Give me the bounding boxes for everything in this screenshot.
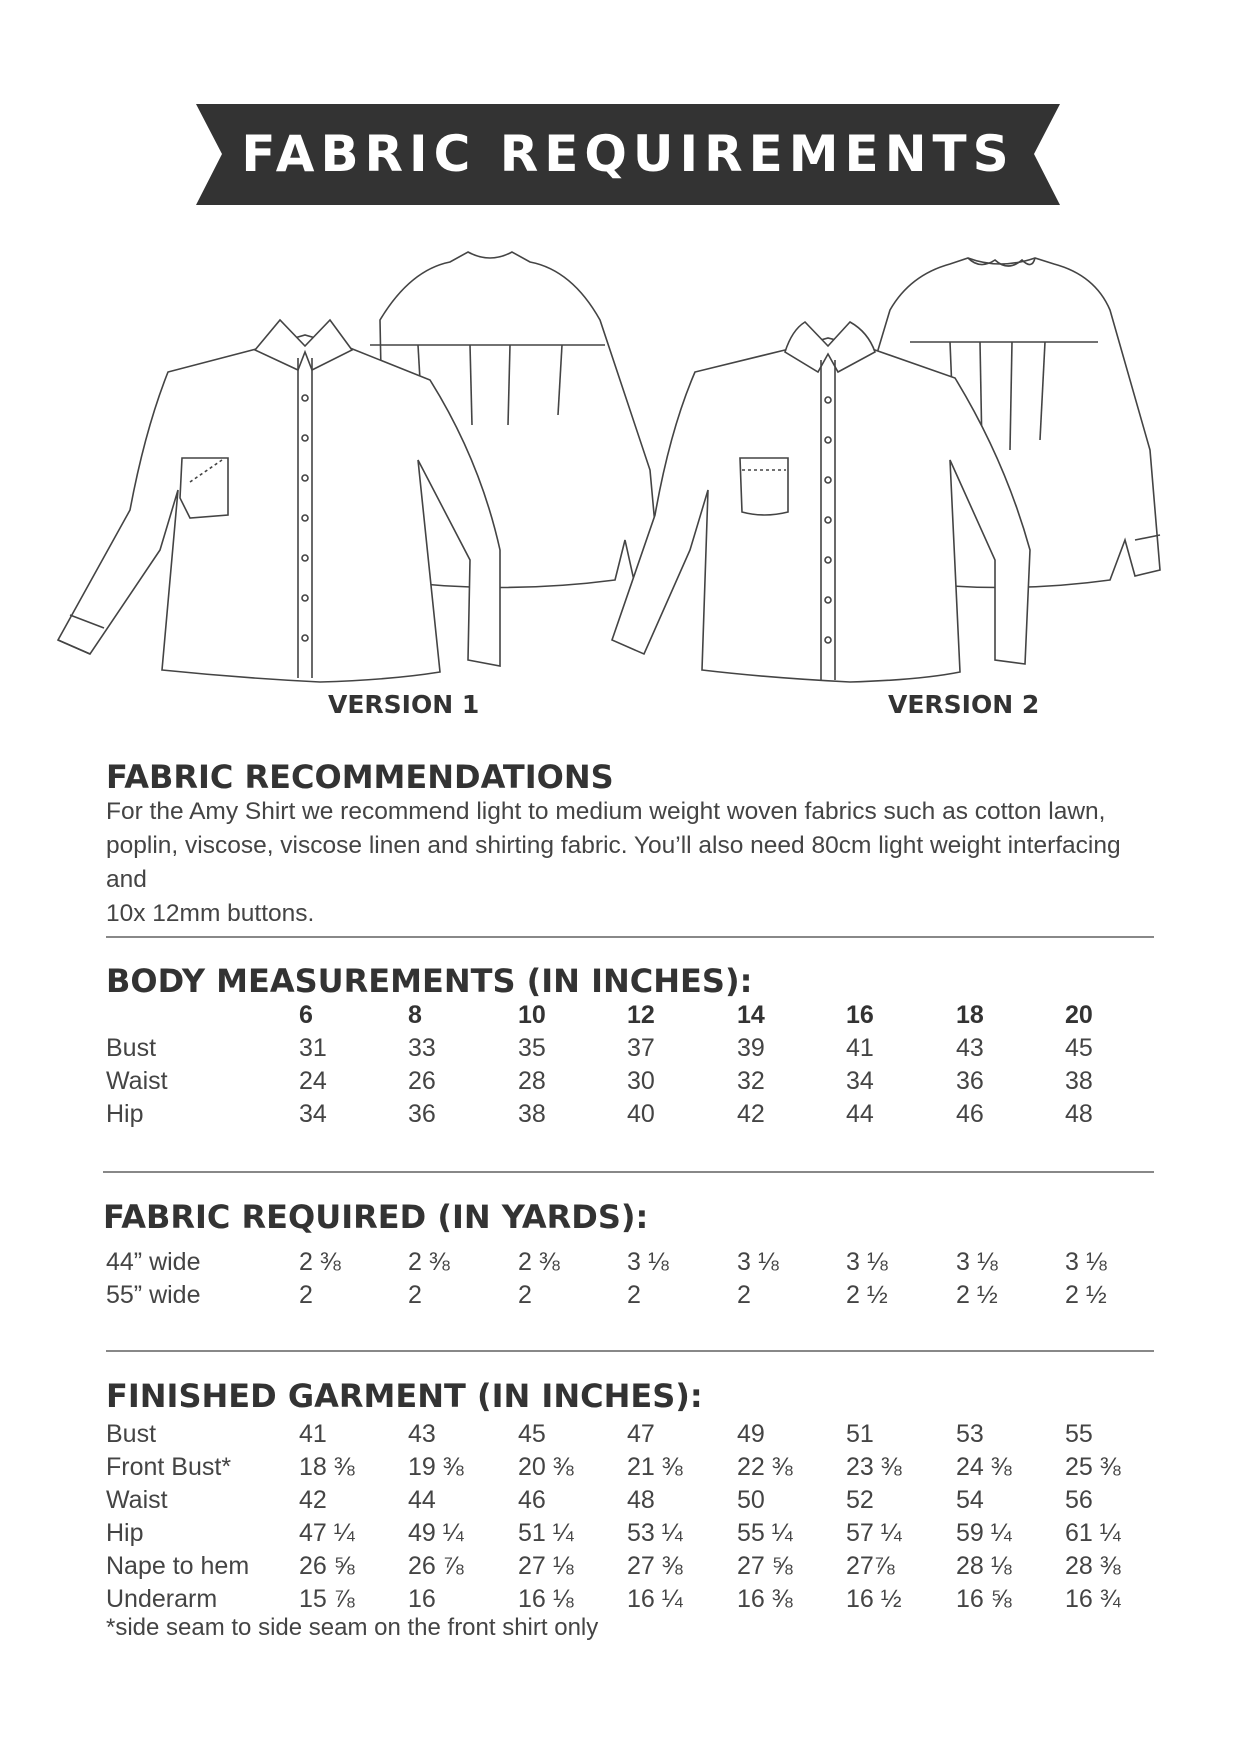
table-cell: 28 — [518, 1067, 546, 1095]
table-cell: 45 — [518, 1420, 546, 1448]
table-cell: 48 — [627, 1486, 655, 1514]
size-header-cell: 10 — [518, 1001, 546, 1029]
table-cell: 19 ⅜ — [408, 1453, 464, 1481]
table-cell: 3 ⅛ — [846, 1248, 888, 1276]
table-cell: 16 — [408, 1585, 436, 1613]
table-cell: 3 ⅛ — [956, 1248, 998, 1276]
size-header-cell: 6 — [299, 1001, 313, 1029]
row-label: Hip — [106, 1519, 144, 1547]
table-cell: 2 — [627, 1281, 641, 1309]
table-cell: 30 — [627, 1067, 655, 1095]
table-cell: 2 ⅜ — [518, 1248, 560, 1276]
row-label: Underarm — [106, 1585, 218, 1613]
table-cell: 38 — [518, 1100, 546, 1128]
table-cell: 24 ⅜ — [956, 1453, 1012, 1481]
table-cell: 34 — [846, 1067, 874, 1095]
table-cell: 40 — [627, 1100, 655, 1128]
table-cell: 55 — [1065, 1420, 1093, 1448]
table-cell: 18 ⅜ — [299, 1453, 355, 1481]
table-cell: 52 — [846, 1486, 874, 1514]
table-cell: 16 ¾ — [1065, 1585, 1121, 1613]
table-cell: 15 ⅞ — [299, 1585, 355, 1613]
row-label: Front Bust* — [106, 1453, 232, 1481]
shirt-illustrations — [50, 250, 1210, 690]
table-cell: 57 ¼ — [846, 1519, 902, 1547]
table-cell: 37 — [627, 1034, 655, 1062]
table-cell: 56 — [1065, 1486, 1093, 1514]
table-cell: 50 — [737, 1486, 765, 1514]
divider — [106, 1350, 1154, 1352]
recommendations-line-3: 10x 12mm buttons. — [106, 900, 315, 927]
table-cell: 2 — [299, 1281, 313, 1309]
table-cell: 26 ⅝ — [299, 1552, 355, 1580]
fabric-required-heading: FABRIC REQUIRED (IN YARDS): — [103, 1198, 649, 1236]
table-cell: 27⅞ — [846, 1552, 895, 1580]
table-cell: 42 — [299, 1486, 327, 1514]
table-cell: 2 ⅜ — [408, 1248, 450, 1276]
table-cell: 44 — [408, 1486, 436, 1514]
table-cell: 26 ⅞ — [408, 1552, 464, 1580]
table-cell: 28 ⅛ — [956, 1552, 1012, 1580]
size-header-cell: 14 — [737, 1001, 765, 1029]
table-cell: 31 — [299, 1034, 327, 1062]
table-cell: 32 — [737, 1067, 765, 1095]
body-measurements-heading: BODY MEASUREMENTS (IN INCHES): — [106, 962, 753, 1000]
table-cell: 16 ⅛ — [518, 1585, 574, 1613]
title-banner — [196, 104, 1060, 205]
table-cell: 3 ⅛ — [737, 1248, 779, 1276]
table-cell: 38 — [1065, 1067, 1093, 1095]
table-cell: 45 — [1065, 1034, 1093, 1062]
table-cell: 42 — [737, 1100, 765, 1128]
table-cell: 46 — [518, 1486, 546, 1514]
row-label: Waist — [106, 1486, 168, 1514]
table-cell: 41 — [846, 1034, 874, 1062]
size-header-cell: 18 — [956, 1001, 984, 1029]
size-header-cell: 8 — [408, 1001, 422, 1029]
table-cell: 53 — [956, 1420, 984, 1448]
recommendations-line-1: For the Amy Shirt we recommend light to medium weight woven fabrics such as cotton lawn, — [106, 798, 1106, 825]
table-cell: 59 ¼ — [956, 1519, 1012, 1547]
table-cell: 55 ¼ — [737, 1519, 793, 1547]
table-cell: 41 — [299, 1420, 327, 1448]
table-cell: 48 — [1065, 1100, 1093, 1128]
table-cell: 46 — [956, 1100, 984, 1128]
row-label: Waist — [106, 1067, 168, 1095]
table-cell: 26 — [408, 1067, 436, 1095]
table-cell: 47 — [627, 1420, 655, 1448]
table-cell: 47 ¼ — [299, 1519, 355, 1547]
table-cell: 51 — [846, 1420, 874, 1448]
table-cell: 16 ⅜ — [737, 1585, 793, 1613]
table-cell: 49 — [737, 1420, 765, 1448]
table-cell: 44 — [846, 1100, 874, 1128]
table-cell: 2 ½ — [1065, 1281, 1107, 1309]
row-label: 44” wide — [106, 1248, 201, 1276]
table-cell: 33 — [408, 1034, 436, 1062]
table-cell: 2 ½ — [956, 1281, 998, 1309]
size-header-cell: 20 — [1065, 1001, 1093, 1029]
table-cell: 61 ¼ — [1065, 1519, 1121, 1547]
table-cell: 43 — [408, 1420, 436, 1448]
table-cell: 2 ½ — [846, 1281, 888, 1309]
table-cell: 36 — [408, 1100, 436, 1128]
page-title: FABRIC REQUIREMENTS — [241, 125, 1015, 183]
version1-label: VERSION 1 — [328, 690, 480, 719]
table-cell: 16 ⅝ — [956, 1585, 1012, 1613]
finished-garment-heading: FINISHED GARMENT (IN INCHES): — [106, 1377, 703, 1415]
table-cell: 28 ⅜ — [1065, 1552, 1121, 1580]
table-cell: 34 — [299, 1100, 327, 1128]
table-cell: 2 ⅜ — [299, 1248, 341, 1276]
divider — [106, 936, 1154, 938]
version2-label: VERSION 2 — [888, 690, 1040, 719]
divider — [103, 1171, 1154, 1173]
table-cell: 21 ⅜ — [627, 1453, 683, 1481]
recommendations-line-2: poplin, viscose, viscose linen and shirting fabric. You’ll also need 80cm light weight interfacing and — [106, 832, 1121, 893]
row-label: Bust — [106, 1034, 157, 1062]
table-cell: 53 ¼ — [627, 1519, 683, 1547]
table-cell: 49 ¼ — [408, 1519, 464, 1547]
size-header-cell: 16 — [846, 1001, 874, 1029]
table-cell: 27 ⅝ — [737, 1552, 793, 1580]
table-cell: 16 ¼ — [627, 1585, 683, 1613]
table-cell: 2 — [737, 1281, 751, 1309]
fabric-recommendations-text — [106, 795, 1166, 931]
size-header-cell: 12 — [627, 1001, 655, 1029]
table-cell: 54 — [956, 1486, 984, 1514]
table-cell: 22 ⅜ — [737, 1453, 793, 1481]
row-label: Hip — [106, 1100, 144, 1128]
fabric-recommendations-heading: FABRIC RECOMMENDATIONS — [106, 758, 614, 796]
table-cell: 39 — [737, 1034, 765, 1062]
table-cell: 27 ⅛ — [518, 1552, 574, 1580]
table-cell: 2 — [408, 1281, 422, 1309]
table-cell: 16 ½ — [846, 1585, 902, 1613]
footnote: *side seam to side seam on the front shirt only — [106, 1614, 599, 1641]
table-cell: 25 ⅜ — [1065, 1453, 1121, 1481]
table-cell: 35 — [518, 1034, 546, 1062]
table-cell: 36 — [956, 1067, 984, 1095]
table-cell: 2 — [518, 1281, 532, 1309]
table-cell: 24 — [299, 1067, 327, 1095]
table-cell: 20 ⅜ — [518, 1453, 574, 1481]
table-cell: 23 ⅜ — [846, 1453, 902, 1481]
table-cell: 3 ⅛ — [1065, 1248, 1107, 1276]
table-cell: 43 — [956, 1034, 984, 1062]
row-label: 55” wide — [106, 1281, 201, 1309]
row-label: Bust — [106, 1420, 157, 1448]
table-cell: 27 ⅜ — [627, 1552, 683, 1580]
table-cell: 51 ¼ — [518, 1519, 574, 1547]
row-label: Nape to hem — [106, 1552, 250, 1580]
table-cell: 3 ⅛ — [627, 1248, 669, 1276]
